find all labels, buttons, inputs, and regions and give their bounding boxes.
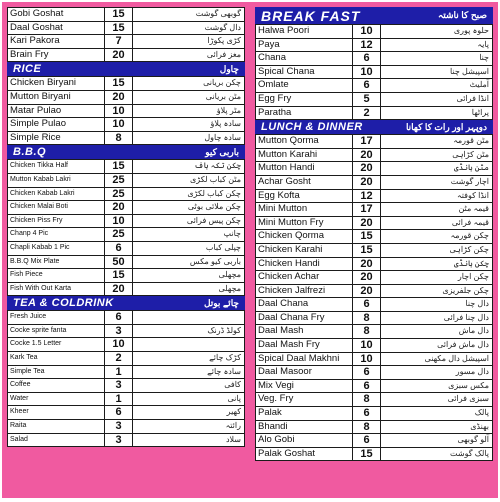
menu-item-urdu: سادہ چائے (133, 366, 244, 379)
menu-item-urdu: مٹن قورمہ (381, 135, 492, 148)
section-header (7, 296, 245, 310)
menu-item-urdu: چکن اچار (381, 271, 492, 284)
menu-item-name: Mutton Kabab Lakri (8, 174, 105, 187)
menu-item-price: 6 (353, 366, 381, 379)
menu-item-price: 10 (353, 339, 381, 352)
menu-item-price: 15 (353, 448, 381, 461)
section-title: BREAK FAST (261, 7, 361, 24)
menu-item-price: 2 (353, 107, 381, 120)
menu-item-name: Spical Daal Makhni (256, 353, 353, 366)
menu-item-name: Chicken Malai Boti (8, 201, 105, 214)
menu-item-name: Veg. Fry (256, 393, 353, 406)
menu-item-urdu: پراٹھا (381, 107, 492, 120)
menu-item-row (255, 230, 493, 244)
menu-item-urdu: مٹن کڑاہی (381, 149, 492, 162)
menu-item-name: Simple Rice (8, 132, 105, 145)
menu-item-urdu: آلو گوبھی (381, 434, 492, 447)
menu-item-price: 2 (105, 352, 133, 365)
menu-item-row (7, 242, 245, 256)
menu-item-row (7, 118, 245, 132)
menu-item-price: 20 (105, 91, 133, 104)
menu-item-row (7, 379, 245, 393)
menu-item-price: 20 (105, 49, 133, 62)
menu-item-row (255, 434, 493, 448)
section-header (255, 120, 493, 134)
menu-item-urdu: مکس سبزی (381, 380, 492, 393)
menu-item-row (255, 162, 493, 176)
menu-item-urdu: مغز فرائی (133, 49, 244, 62)
menu-item-price: 20 (353, 271, 381, 284)
menu-item-urdu: دال گوشت (133, 22, 244, 35)
menu-item-name: Paratha (256, 107, 353, 120)
menu-item-price: 50 (105, 256, 133, 269)
menu-item-price: 3 (105, 420, 133, 433)
menu-item-row (7, 420, 245, 434)
menu-item-urdu: دال چنا فرائی (381, 312, 492, 325)
menu-item-name: Coffee (8, 379, 105, 392)
menu-item-row (255, 244, 493, 258)
menu-item-urdu: کڑی پکوڑا (133, 35, 244, 48)
menu-item-price: 6 (353, 298, 381, 311)
section-title-urdu: صبح کا ناشتہ (438, 10, 487, 20)
menu-item-urdu: مٹن بریانی (133, 91, 244, 104)
menu-item-name: Egg Fry (256, 93, 353, 106)
section-title: TEA & COLDRINK (13, 297, 114, 310)
menu-item-price: 12 (353, 39, 381, 52)
menu-item-row (7, 188, 245, 202)
menu-item-row (7, 434, 245, 448)
menu-item-name: Spical Chana (256, 66, 353, 79)
menu-item-row (255, 190, 493, 204)
menu-item-name: Simple Tea (8, 366, 105, 379)
menu-item-urdu: سادہ چاول (133, 132, 244, 145)
menu-item-row (7, 325, 245, 339)
menu-item-price: 20 (353, 285, 381, 298)
menu-item-price: 8 (353, 393, 381, 406)
menu-item-row (7, 35, 245, 49)
menu-item-row (255, 393, 493, 407)
menu-item-row (255, 176, 493, 190)
menu-item-price: 6 (105, 406, 133, 419)
menu-item-name: Chicken Karahi (256, 244, 353, 257)
menu-item-price: 25 (105, 228, 133, 241)
menu-item-row (255, 107, 493, 121)
menu-item-urdu: انڈا کوفتہ (381, 190, 492, 203)
menu-item-urdu: کڑک چائے (133, 352, 244, 365)
menu-item-row (7, 366, 245, 380)
menu-item-price: 25 (105, 174, 133, 187)
menu-item-price: 20 (105, 283, 133, 296)
menu-item-row (255, 325, 493, 339)
menu-item-row (7, 228, 245, 242)
menu-item-name: Bhandi (256, 421, 353, 434)
menu-item-name: Simple Pulao (8, 118, 105, 131)
menu-item-urdu: دال مسور (381, 366, 492, 379)
menu-item-urdu: سلاد (133, 434, 244, 447)
menu-item-price: 6 (353, 380, 381, 393)
menu-item-urdu: بھنڈی (381, 421, 492, 434)
menu-item-price: 1 (105, 393, 133, 406)
menu-item-row (255, 258, 493, 272)
menu-item-urdu: انڈا فرائی (381, 93, 492, 106)
menu-item-urdu: چکن پیس فرائی (133, 215, 244, 228)
menu-item-row (255, 134, 493, 149)
menu-item-name: Salad (8, 434, 105, 447)
menu-item-row (7, 76, 245, 91)
menu-item-name: B.B.Q Mix Plate (8, 256, 105, 269)
menu-item-urdu: اچار گوشت (381, 176, 492, 189)
menu-item-name: Fish Piece (8, 269, 105, 282)
menu-item-row (255, 380, 493, 394)
menu-item-urdu: باربی کیو مکس (133, 256, 244, 269)
menu-item-price: 17 (353, 135, 381, 148)
menu-item-price: 15 (105, 77, 133, 90)
menu-item-row (255, 203, 493, 217)
menu-item-name: Palak (256, 407, 353, 420)
menu-item-urdu: مٹر پلاؤ (133, 105, 244, 118)
section-title-urdu: باربی کیو (205, 146, 239, 157)
menu-item-name: Daal Mash (256, 325, 353, 338)
menu-item-price: 10 (353, 353, 381, 366)
menu-item-row (7, 338, 245, 352)
menu-column-right (255, 7, 493, 461)
menu-item-row (255, 52, 493, 66)
menu-item-name: Alo Gobi (256, 434, 353, 447)
menu-item-urdu (133, 311, 244, 324)
section-title-urdu: چاول (219, 63, 239, 74)
menu-item-price: 6 (353, 434, 381, 447)
menu-item-row (7, 393, 245, 407)
menu-item-urdu: دال ماش فرائی (381, 339, 492, 352)
menu-item-row (255, 79, 493, 93)
menu-item-name: Daal Masoor (256, 366, 353, 379)
menu-item-name: Chicken Tikka Half (8, 160, 105, 173)
menu-item-name: Daal Chana Fry (256, 312, 353, 325)
menu-item-row (7, 91, 245, 105)
menu-column-left (7, 7, 245, 447)
menu-item-row (7, 269, 245, 283)
menu-item-urdu: کھیر (133, 406, 244, 419)
menu-item-name: Daal Goshat (8, 22, 105, 35)
menu-item-price: 17 (353, 203, 381, 216)
menu-item-name: Chanp 4 Pic (8, 228, 105, 241)
menu-item-price: 12 (353, 190, 381, 203)
menu-item-name: Palak Goshat (256, 448, 353, 461)
section-header (7, 62, 245, 76)
menu-item-name: Paya (256, 39, 353, 52)
menu-item-price: 15 (353, 244, 381, 257)
menu-item-name: Mutton Qorma (256, 135, 353, 148)
menu-item-row (7, 49, 245, 63)
menu-item-price: 10 (353, 66, 381, 79)
menu-item-name: Mutton Biryani (8, 91, 105, 104)
menu-item-name: Mini Mutton Fry (256, 217, 353, 230)
menu-item-name: Chana (256, 52, 353, 65)
menu-item-urdu: چانپ (133, 228, 244, 241)
menu-item-price: 20 (353, 176, 381, 189)
menu-item-price: 6 (353, 407, 381, 420)
menu-item-row (255, 285, 493, 299)
menu-item-name: Fresh Juice (8, 311, 105, 324)
section-title: LUNCH & DINNER (261, 121, 363, 134)
menu-item-urdu: مچھلی (133, 283, 244, 296)
menu-item-row (7, 215, 245, 229)
menu-item-price: 20 (353, 258, 381, 271)
menu-item-price: 8 (105, 132, 133, 145)
menu-item-name: Mutton Handi (256, 162, 353, 175)
menu-item-urdu: پالک (381, 407, 492, 420)
menu-item-row (255, 407, 493, 421)
menu-item-urdu: مچھلی (133, 269, 244, 282)
menu-item-row (7, 159, 245, 174)
menu-item-urdu (133, 338, 244, 351)
menu-item-price: 15 (105, 269, 133, 282)
menu-item-row (7, 406, 245, 420)
menu-item-name: Chicken Kabab Lakri (8, 188, 105, 201)
menu-item-price: 3 (105, 379, 133, 392)
section-title: RICE (13, 63, 42, 76)
menu-item-urdu: آملیٹ (381, 79, 492, 92)
menu-item-price: 1 (105, 366, 133, 379)
menu-item-row (255, 366, 493, 380)
menu-item-name: Chicken Achar (256, 271, 353, 284)
menu-item-urdu: رائتہ (133, 420, 244, 433)
menu-item-name: Chicken Jalfrezi (256, 285, 353, 298)
menu-item-price: 15 (105, 160, 133, 173)
menu-item-row (255, 271, 493, 285)
menu-item-name: Kark Tea (8, 352, 105, 365)
menu-item-name: Gobi Goshat (8, 8, 105, 21)
menu-item-name: Egg Kofta (256, 190, 353, 203)
menu-item-urdu: چکن بریانی (133, 77, 244, 90)
menu-item-urdu: پایہ (381, 39, 492, 52)
menu-item-row (7, 283, 245, 297)
menu-item-urdu: گوبھی گوشت (133, 8, 244, 21)
menu-item-name: Omlate (256, 79, 353, 92)
menu-item-price: 6 (353, 52, 381, 65)
menu-item-name: Brain Fry (8, 49, 105, 62)
menu-item-row (255, 421, 493, 435)
menu-item-name: Daal Chana (256, 298, 353, 311)
menu-item-name: Kari Pakora (8, 35, 105, 48)
menu-item-price: 3 (105, 325, 133, 338)
menu-item-name: Mutton Karahi (256, 149, 353, 162)
menu-item-price: 6 (105, 242, 133, 255)
menu-item-name: Mini Mutton (256, 203, 353, 216)
menu-item-price: 25 (105, 188, 133, 201)
menu-item-row (7, 174, 245, 188)
menu-item-name: Halwa Poori (256, 25, 353, 38)
menu-item-row (255, 66, 493, 80)
menu-item-row (7, 132, 245, 146)
menu-item-row (255, 298, 493, 312)
menu-item-price: 10 (105, 338, 133, 351)
menu-item-urdu: اسپیشل چنا (381, 66, 492, 79)
menu-item-urdu: چنا (381, 52, 492, 65)
menu-item-urdu: قیمہ فرائی (381, 217, 492, 230)
menu-item-row (7, 201, 245, 215)
menu-item-name: Matar Pulao (8, 105, 105, 118)
menu-item-urdu: حلوہ پوری (381, 25, 492, 38)
menu-item-urdu: چکن کباب لکڑی (133, 188, 244, 201)
menu-item-price: 15 (353, 230, 381, 243)
menu-item-price: 20 (353, 162, 381, 175)
menu-item-price: 10 (105, 118, 133, 131)
menu-item-urdu: چکن ملائی بوٹی (133, 201, 244, 214)
menu-item-name: Cocke 1.5 Letter (8, 338, 105, 351)
menu-item-name: Water (8, 393, 105, 406)
menu-item-urdu: چکن ہانڈی (381, 258, 492, 271)
menu-item-price: 8 (353, 312, 381, 325)
menu-item-name: Daal Mash Fry (256, 339, 353, 352)
section-header (255, 7, 493, 24)
menu-item-row (255, 217, 493, 231)
menu-item-price: 10 (105, 105, 133, 118)
menu-item-row (255, 93, 493, 107)
menu-item-urdu: سادہ پلاؤ (133, 118, 244, 131)
menu-item-name: Chicken Piss Fry (8, 215, 105, 228)
menu-item-urdu: دال چنا (381, 298, 492, 311)
menu-item-name: Cocke sprite fanta (8, 325, 105, 338)
menu-item-urdu: مٹن ہانڈی (381, 162, 492, 175)
menu-item-name: Fish With Out Karta (8, 283, 105, 296)
menu-item-row (7, 105, 245, 119)
menu-item-price: 10 (353, 25, 381, 38)
menu-item-price: 20 (353, 149, 381, 162)
menu-item-price: 15 (105, 8, 133, 21)
menu-item-urdu: چکن تکہ ہاف (133, 160, 244, 173)
section-title-urdu: چائے بوتل (203, 297, 239, 308)
menu-item-urdu: سبزی فرائی (381, 393, 492, 406)
menu-item-price: 7 (105, 35, 133, 48)
menu-item-price: 8 (353, 325, 381, 338)
menu-item-urdu: قیمہ مٹن (381, 203, 492, 216)
menu-item-urdu: کافی (133, 379, 244, 392)
menu-item-urdu: دال ماش (381, 325, 492, 338)
menu-item-name: Kheer (8, 406, 105, 419)
menu-item-row (7, 352, 245, 366)
menu-item-price: 20 (105, 201, 133, 214)
menu-item-name: Chicken Qorma (256, 230, 353, 243)
menu-item-name: Mix Vegi (256, 380, 353, 393)
section-header (7, 145, 245, 159)
menu-item-price: 15 (105, 22, 133, 35)
menu-item-price: 3 (105, 434, 133, 447)
menu-item-urdu: مٹن کباب لکڑی (133, 174, 244, 187)
menu-item-urdu: چکن کڑاہی (381, 244, 492, 257)
menu-item-row (7, 22, 245, 36)
menu-item-name: Chicken Handi (256, 258, 353, 271)
section-title: B.B.Q (13, 146, 47, 159)
menu-item-row (255, 24, 493, 39)
menu-item-name: Chapli Kabab 1 Pic (8, 242, 105, 255)
section-title-urdu: دوپہر اور رات کا کھانا (405, 121, 487, 132)
menu-item-row (7, 7, 245, 22)
menu-item-price: 8 (353, 421, 381, 434)
menu-item-price: 6 (353, 79, 381, 92)
menu-item-row (255, 353, 493, 367)
menu-item-row (255, 149, 493, 163)
menu-item-urdu: اسپیشل دال مکھنی (381, 353, 492, 366)
menu-item-urdu: پانی (133, 393, 244, 406)
menu-item-price: 6 (105, 311, 133, 324)
menu-item-row (255, 339, 493, 353)
menu-board (2, 2, 498, 498)
menu-item-price: 10 (105, 215, 133, 228)
menu-item-name: Raita (8, 420, 105, 433)
menu-item-price: 5 (353, 93, 381, 106)
menu-item-urdu: چکن قورمہ (381, 230, 492, 243)
menu-item-row (7, 310, 245, 325)
menu-item-urdu: پالک گوشت (381, 448, 492, 461)
menu-item-urdu: چکن جلفریزی (381, 285, 492, 298)
menu-item-name: Chicken Biryani (8, 77, 105, 90)
menu-item-row (7, 256, 245, 270)
menu-item-urdu: چپلی کباب (133, 242, 244, 255)
menu-item-urdu: کولڈ ڈرنک (133, 325, 244, 338)
menu-item-row (255, 312, 493, 326)
menu-item-row (255, 39, 493, 53)
menu-item-name: Achar Gosht (256, 176, 353, 189)
menu-item-price: 20 (353, 217, 381, 230)
menu-item-row (255, 448, 493, 462)
